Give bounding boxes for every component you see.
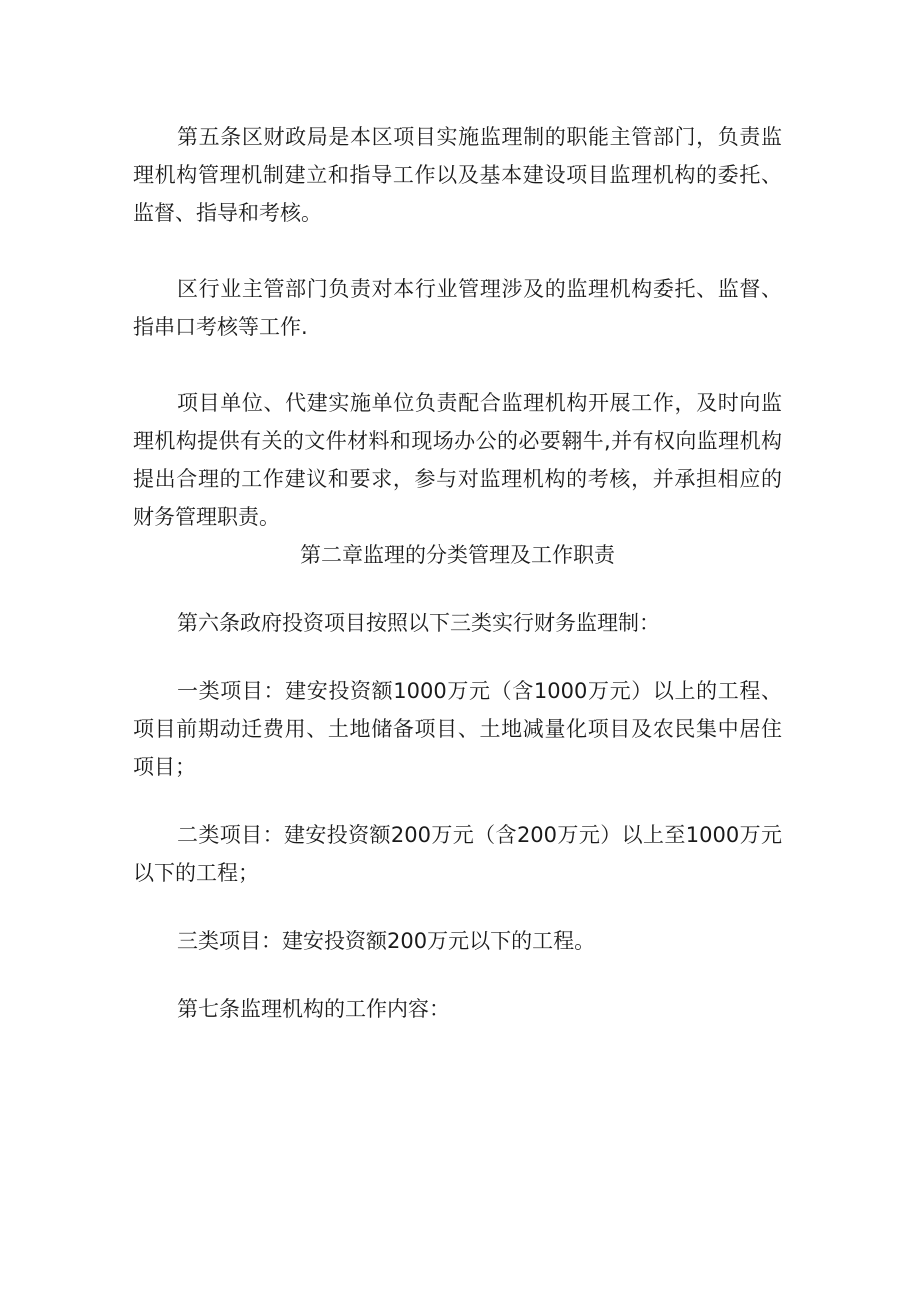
article6-paragraph: 第六条政府投资项目按照以下三类实行财务监理制： — [177, 611, 660, 635]
article7-paragraph: 第七条监理机构的工作内容： — [177, 997, 450, 1021]
class3-paragraph: 三类项目：建安投资额200万元以下的工程。 — [177, 929, 596, 953]
class2-paragraph: 二类项目：建安投资额200万元（含200万元）以上至1000万元以下的工程； — [133, 823, 782, 885]
project-unit-paragraph: 项目单位、代建实施单位负责配合监理机构开展工作，及时向监理机构提供有关的文件材料和现场办公的必要翱牛,并有权向监理机构提出合理的工作建议和要求，参与对监理机构的考核，并承担相应的财务管理职责。 — [133, 391, 782, 529]
class1-paragraph: 一类项目：建安投资额1000万元（含1000万元）以上的工程、项目前期动迁费用、土地储备项目、土地减量化项目及农民集中居住项目； — [133, 679, 782, 779]
industry-dept-paragraph: 区行业主管部门负责对本行业管理涉及的监理机构委托、监督、指串口考核等工作. — [133, 277, 782, 339]
chapter-heading: 第二章监理的分类管理及工作职责 — [300, 543, 615, 567]
article5-paragraph: 第五条区财政局是本区项目实施监理制的职能主管部门，负责监理机构管理机制建立和指导工作以及基本建设项目监理机构的委托、监督、指导和考核。 — [133, 125, 782, 225]
